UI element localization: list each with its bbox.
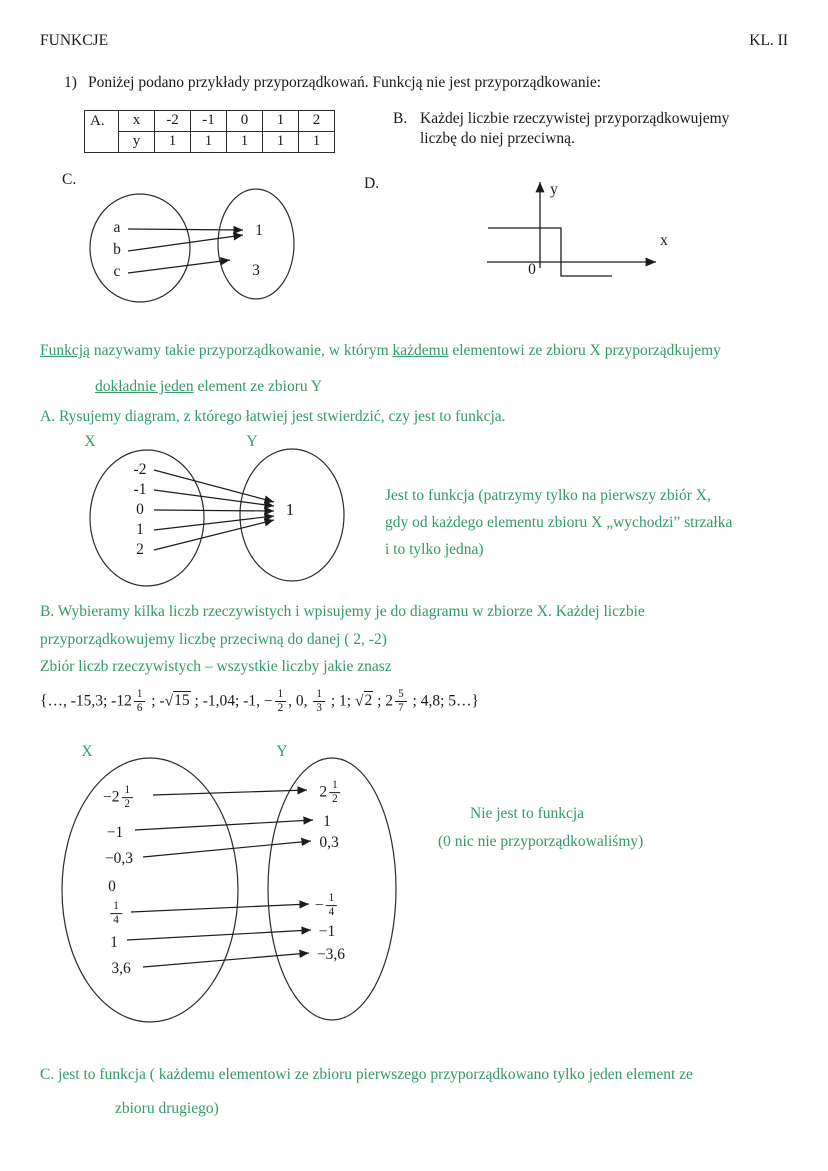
set-element: 1 [255,222,263,240]
table-a-cell: 2 [299,111,335,132]
set-element: 0 [108,878,116,896]
step-function-curve [488,228,612,276]
set-element: −1 [318,923,336,941]
set-element: -2 [133,461,147,479]
x-set-label: X [81,743,93,761]
table-a-cell: -1 [191,111,227,132]
diagram-a-graphic [70,430,400,610]
origin-label: 0 [528,261,536,279]
section-b-note [438,800,643,856]
set-element: 3,6 [111,960,131,978]
set-element: − $\frac{1}{4}$ [315,892,339,920]
diagram-d [360,166,690,298]
definition-text: elementowi ze zbioru X przyporządkujemy [448,342,721,359]
x-set-label: X [84,433,96,451]
set-element: −0,3 [104,850,134,868]
set-element: −1 [106,824,124,842]
section-c-line1: C. jest to funkcja ( każdemu elementowi ze zbioru pierwszego przyporządkowano tylko jeden element ze [40,1066,693,1083]
set-element: 1 [136,521,144,539]
mapping-arrows [154,470,274,550]
table-a-cell: -2 [155,111,191,132]
class-label: KL. II [749,32,788,49]
set-element: 0 [136,501,144,519]
diagram-c [60,170,380,320]
set-element: a [113,219,121,237]
section-a-heading: A. Rysujemy diagram, z którego łatwiej jest stwierdzić, czy jest to funkcja. [40,408,506,425]
question-1 [64,73,784,93]
section-a-note [385,482,732,563]
section-c-text [40,1058,810,1126]
set-element: 1 [323,813,331,831]
diagram-b [55,740,435,1042]
set-element: -1 [133,481,147,499]
table-a-cell: y [119,132,155,153]
mapping-arrows [127,790,313,967]
table-a [84,110,335,153]
diagram-d-label: D. [364,175,380,192]
y-set-label: Y [246,433,258,451]
table-a-cell: 1 [299,132,335,153]
table-a-cell: x [119,111,155,132]
option-b-line2: liczbę do niej przeciwną. [420,129,575,147]
mapping-arrows [128,229,243,273]
note-line: Jest to funkcja (patrzymy tylko na pierwszy zbiór X, [385,487,711,504]
diagram-d-graphic [360,166,690,298]
definition-text: nazywamy takie przyporządkowanie, w którym [89,342,393,359]
definition-line2 [95,377,322,397]
set-element: 1 [285,500,295,520]
note-line: i to tylko jedna) [385,541,484,558]
left-set-ellipse [90,194,190,302]
y-set-label: Y [276,743,288,761]
definition-emphasis: każdemu [392,342,449,359]
section-b-line2: przyporządkowujemy liczbę przeciwną do danej ( 2, -2) [40,630,387,648]
set-element: $\frac{1}{4}$ [108,900,124,928]
section-b-line1: B. Wybieramy kilka liczb rzeczywistych i wpisujemy je do diagramu w zbiorze X. Każdej liczbie [40,603,645,620]
x-axis-label: x [660,232,668,250]
note-line: (0 nic nie przyporządkowaliśmy) [438,833,644,850]
section-c-line2: zbioru drugiego) [115,1100,219,1117]
set-element: 2 $\frac{1}{2}$ [319,779,342,807]
right-set-ellipse [218,189,294,299]
question-text: Poniżej podano przykłady przyporządkowań. Funkcją nie jest przyporządkowanie: [88,74,602,91]
table-a-cell: 1 [191,132,227,153]
table-a-label: A. [85,111,119,153]
note-line: Nie jest to funkcja [470,805,585,822]
option-b [393,109,793,149]
set-element: 3 [252,262,260,280]
table-a-cell: 1 [155,132,191,153]
table-a-cell: 0 [227,111,263,132]
left-set-ellipse [90,450,204,586]
set-element: 0,3 [319,834,339,852]
table-a-cell: 1 [263,111,299,132]
definition-text: element ze zbioru Y [193,378,323,395]
definition-line1 [40,341,810,361]
y-axis-label: y [550,181,558,199]
set-element: 2 [136,541,144,559]
left-set-ellipse [62,758,238,1022]
diagram-c-label: C. [62,171,77,188]
section-b-line3: Zbiór liczb rzeczywistych – wszystkie liczby jakie znasz [40,658,392,675]
option-b-label: B. [393,110,408,127]
section-b-text [40,598,810,681]
note-line: gdy od każdego elementu zbioru X „wychodzi” strzałka [385,514,733,531]
set-element: −3,6 [316,946,346,964]
definition-emphasis: dokładnie jeden [95,378,194,395]
diagram-a [70,430,400,610]
set-element: −2 $\frac{1}{2}$ [103,784,135,812]
question-number: 1) [64,74,77,91]
table-a-cell: 1 [227,132,263,153]
set-element: 1 [110,934,118,952]
option-b-line1: Każdej liczbie rzeczywistej przyporządkowujemy [420,110,730,127]
option-b-text [420,109,729,149]
set-element: c [113,263,121,281]
real-number-set: {…, -15,3; -12 $\frac{1}{6}$ ; -√15 ; -1,04; -1, − $\frac{1}{2}$ , 0, $\frac{1}{3}$ ; 1; √2 ; 2 $\frac{5}{7}$ ; 4,8; 5…} [40,688,479,715]
table-a-cell: 1 [263,132,299,153]
set-element: b [113,241,121,259]
document-title: FUNKCJE [40,32,109,49]
definition-term: Funkcją [40,342,90,359]
diagram-c-graphic [60,170,380,320]
